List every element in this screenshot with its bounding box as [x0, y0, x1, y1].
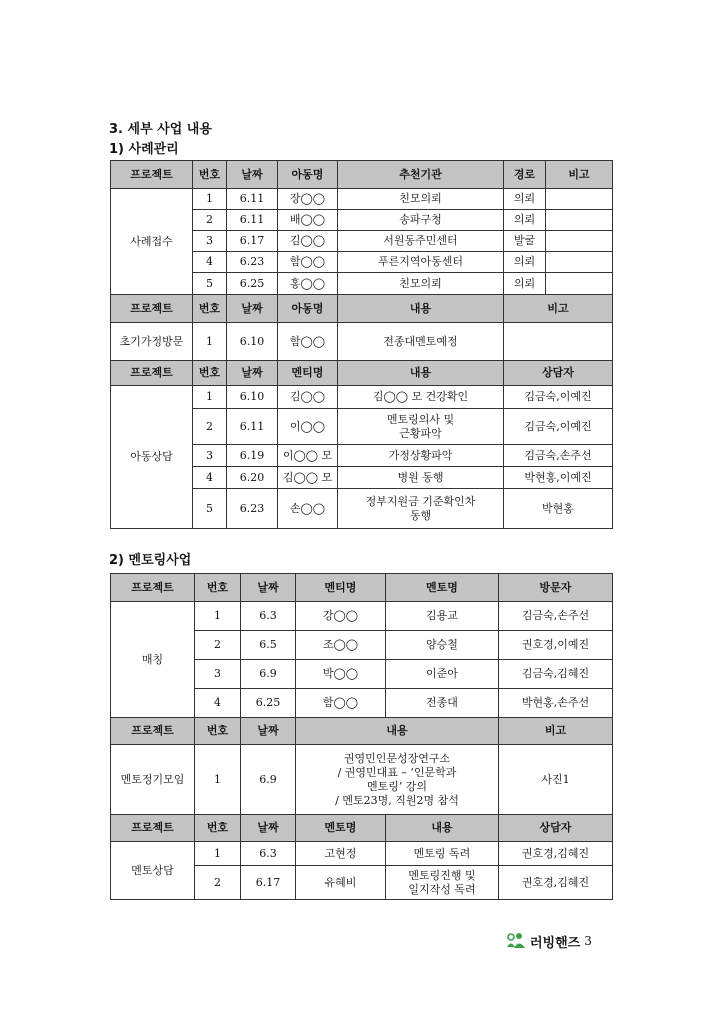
project-cell: 멘토상담 [111, 842, 195, 900]
project-cell: 매칭 [111, 602, 195, 718]
table-cell: 3 [193, 445, 227, 467]
header-cell: 날짜 [241, 718, 296, 745]
table-cell: 푸른지역아동센터 [338, 252, 504, 273]
table-cell: 5 [193, 489, 227, 529]
table-cell: 6.20 [227, 467, 278, 489]
table-header-row [111, 361, 613, 386]
table-cell: 권호경,김혜진 [499, 842, 613, 866]
header-cell: 내용 [296, 718, 499, 745]
table-cell: 김◯◯ [278, 386, 338, 409]
project-cell: 아동상담 [111, 386, 193, 529]
table-cell: 2 [193, 409, 227, 445]
table-cell: 5 [193, 273, 227, 295]
table-cell: 1 [195, 602, 241, 631]
header-cell: 비고 [499, 718, 613, 745]
table-cell: 2 [195, 631, 241, 660]
table-cell: 1 [193, 386, 227, 409]
table-cell: 함◯◯ [296, 689, 386, 718]
header-cell: 멘토명 [386, 574, 499, 602]
table-cell: 김금숙,김혜진 [499, 660, 613, 689]
page-footer [506, 928, 592, 954]
header-cell: 번호 [195, 718, 241, 745]
table-cell: 발굴 [504, 231, 546, 252]
table-cell: 박현홍,손주선 [499, 689, 613, 718]
table-cell: 3 [195, 660, 241, 689]
table-cell: 함◯◯ [278, 252, 338, 273]
table-cell: 1 [195, 842, 241, 866]
table-header-row [111, 574, 613, 602]
table-cell [546, 189, 613, 210]
header-cell: 멘티명 [278, 361, 338, 386]
table-header-row [111, 295, 613, 323]
table-cell: 1 [193, 189, 227, 210]
subsection-title-mentoring: 2) 멘토링사업 [109, 553, 192, 568]
table-cell: 김금숙,손주선 [504, 445, 613, 467]
header-cell: 경로 [504, 161, 546, 189]
table-cell: 6.10 [227, 386, 278, 409]
table-cell: 서원동주민센터 [338, 231, 504, 252]
people-logo-icon [506, 932, 526, 950]
table-cell: 이준아 [386, 660, 499, 689]
table-cell: 유혜비 [296, 866, 386, 900]
table-cell: 친모의뢰 [338, 273, 504, 295]
table-cell: 6.23 [227, 252, 278, 273]
header-cell: 번호 [193, 161, 227, 189]
table-cell: 2 [193, 210, 227, 231]
header-cell: 번호 [193, 295, 227, 323]
table-row [111, 745, 613, 815]
table-cell: 김◯◯ [278, 231, 338, 252]
table-cell: 김금숙,이예진 [504, 409, 613, 445]
header-cell: 날짜 [241, 815, 296, 842]
table-cell: 4 [195, 689, 241, 718]
subsection-title-case-management: 1) 사례관리 [109, 142, 179, 157]
header-cell: 비고 [504, 295, 613, 323]
header-cell: 프로젝트 [111, 361, 193, 386]
table-cell: 박현홍,이예진 [504, 467, 613, 489]
table-cell: 전종대 [386, 689, 499, 718]
header-cell: 날짜 [227, 361, 278, 386]
table-cell: 박◯◯ [296, 660, 386, 689]
table-cell: 6.11 [227, 210, 278, 231]
table-cell: 사진1 [499, 745, 613, 815]
table-cell: 6.3 [241, 842, 296, 866]
table-cell: 이◯◯ [278, 409, 338, 445]
header-cell: 프로젝트 [111, 295, 193, 323]
table-cell: 6.9 [241, 745, 296, 815]
header-cell: 날짜 [241, 574, 296, 602]
page-number: 3 [584, 934, 592, 948]
table-cell: 배◯◯ [278, 210, 338, 231]
project-cell: 멘토정기모임 [111, 745, 195, 815]
table-cell: 김금숙,손주선 [499, 602, 613, 631]
header-cell: 내용 [338, 361, 504, 386]
header-cell: 번호 [193, 361, 227, 386]
table-cell [546, 273, 613, 295]
table-cell: 전종대멘토예정 [338, 323, 504, 361]
header-cell: 프로젝트 [111, 718, 195, 745]
table-cell: 6.3 [241, 602, 296, 631]
table-cell: 강◯◯ [296, 602, 386, 631]
project-cell: 사례접수 [111, 189, 193, 295]
table-cell: 함◯◯ [278, 323, 338, 361]
table-cell: 권호경,이예진 [499, 631, 613, 660]
table-cell: 가정상황파악 [338, 445, 504, 467]
table-cell: 이◯◯ 모 [278, 445, 338, 467]
table-cell [546, 231, 613, 252]
table-cell: 권영민인문성장연구소 / 권영민대표 – ‘인문학과 멘토링’ 강의 / 멘토23명, 직원2명 참석 [296, 745, 499, 815]
table-cell: 홍◯◯ [278, 273, 338, 295]
table-row [111, 323, 613, 361]
table-cell: 의뢰 [504, 189, 546, 210]
header-cell: 내용 [338, 295, 504, 323]
table-cell: 고현정 [296, 842, 386, 866]
header-cell: 상담자 [499, 815, 613, 842]
header-cell: 추천기관 [338, 161, 504, 189]
header-cell: 번호 [195, 574, 241, 602]
table-cell: 6.25 [241, 689, 296, 718]
header-cell: 프로젝트 [111, 161, 193, 189]
table-cell: 손◯◯ [278, 489, 338, 529]
table-cell: 6.11 [227, 409, 278, 445]
table-cell: 김◯◯ 모 건강확인 [338, 386, 504, 409]
table-cell: 3 [193, 231, 227, 252]
table-cell: 4 [193, 467, 227, 489]
table-cell: 조◯◯ [296, 631, 386, 660]
table-cell: 6.23 [227, 489, 278, 529]
project-cell: 초기가정방문 [111, 323, 193, 361]
header-cell: 멘토명 [296, 815, 386, 842]
table-cell: 1 [193, 323, 227, 361]
section-title: 3. 세부 사업 내용 [109, 122, 212, 137]
table-cell [504, 323, 613, 361]
table-row [111, 386, 613, 409]
table-cell: 김용교 [386, 602, 499, 631]
table-cell: 의뢰 [504, 210, 546, 231]
table-cell: 6.17 [241, 866, 296, 900]
header-cell: 날짜 [227, 161, 278, 189]
table-cell: 병원 동행 [338, 467, 504, 489]
brand-name: 러빙핸즈 [530, 935, 581, 951]
header-cell: 번호 [195, 815, 241, 842]
table-cell: 김◯◯ 모 [278, 467, 338, 489]
header-cell: 아동명 [278, 161, 338, 189]
header-cell: 프로젝트 [111, 574, 195, 602]
table-cell: 친모의뢰 [338, 189, 504, 210]
table-row [111, 602, 613, 631]
header-cell: 내용 [386, 815, 499, 842]
table-row [111, 842, 613, 866]
header-cell: 아동명 [278, 295, 338, 323]
table-cell: 의뢰 [504, 252, 546, 273]
table-cell: 멘토링의사 및 근황파악 [338, 409, 504, 445]
table-cell: 장◯◯ [278, 189, 338, 210]
table-cell: 정부지원금 기준확인차 동행 [338, 489, 504, 529]
table-cell: 의뢰 [504, 273, 546, 295]
header-cell: 방문자 [499, 574, 613, 602]
header-cell: 비고 [546, 161, 613, 189]
table-cell [546, 210, 613, 231]
table-cell [546, 252, 613, 273]
table-header-row [111, 815, 613, 842]
table-header-row [111, 161, 613, 189]
table-cell: 6.5 [241, 631, 296, 660]
table-cell: 멘토링 독려 [386, 842, 499, 866]
mentoring-table [110, 573, 613, 900]
header-cell: 날짜 [227, 295, 278, 323]
case-management-table [110, 160, 613, 529]
table-row [111, 189, 613, 210]
table-cell: 양승철 [386, 631, 499, 660]
table-cell: 김금숙,이예진 [504, 386, 613, 409]
table-cell: 멘토링진행 및 일지작성 독려 [386, 866, 499, 900]
table-cell: 6.10 [227, 323, 278, 361]
table-cell: 6.25 [227, 273, 278, 295]
table-cell: 송파구청 [338, 210, 504, 231]
header-cell: 상담자 [504, 361, 613, 386]
table-header-row [111, 718, 613, 745]
table-cell: 박현홍 [504, 489, 613, 529]
header-cell: 프로젝트 [111, 815, 195, 842]
table-cell: 권호경,김혜진 [499, 866, 613, 900]
table-cell: 4 [193, 252, 227, 273]
table-cell: 1 [195, 745, 241, 815]
table-cell: 2 [195, 866, 241, 900]
table-cell: 6.9 [241, 660, 296, 689]
table-cell: 6.11 [227, 189, 278, 210]
table-cell: 6.17 [227, 231, 278, 252]
header-cell: 멘티명 [296, 574, 386, 602]
table-cell: 6.19 [227, 445, 278, 467]
